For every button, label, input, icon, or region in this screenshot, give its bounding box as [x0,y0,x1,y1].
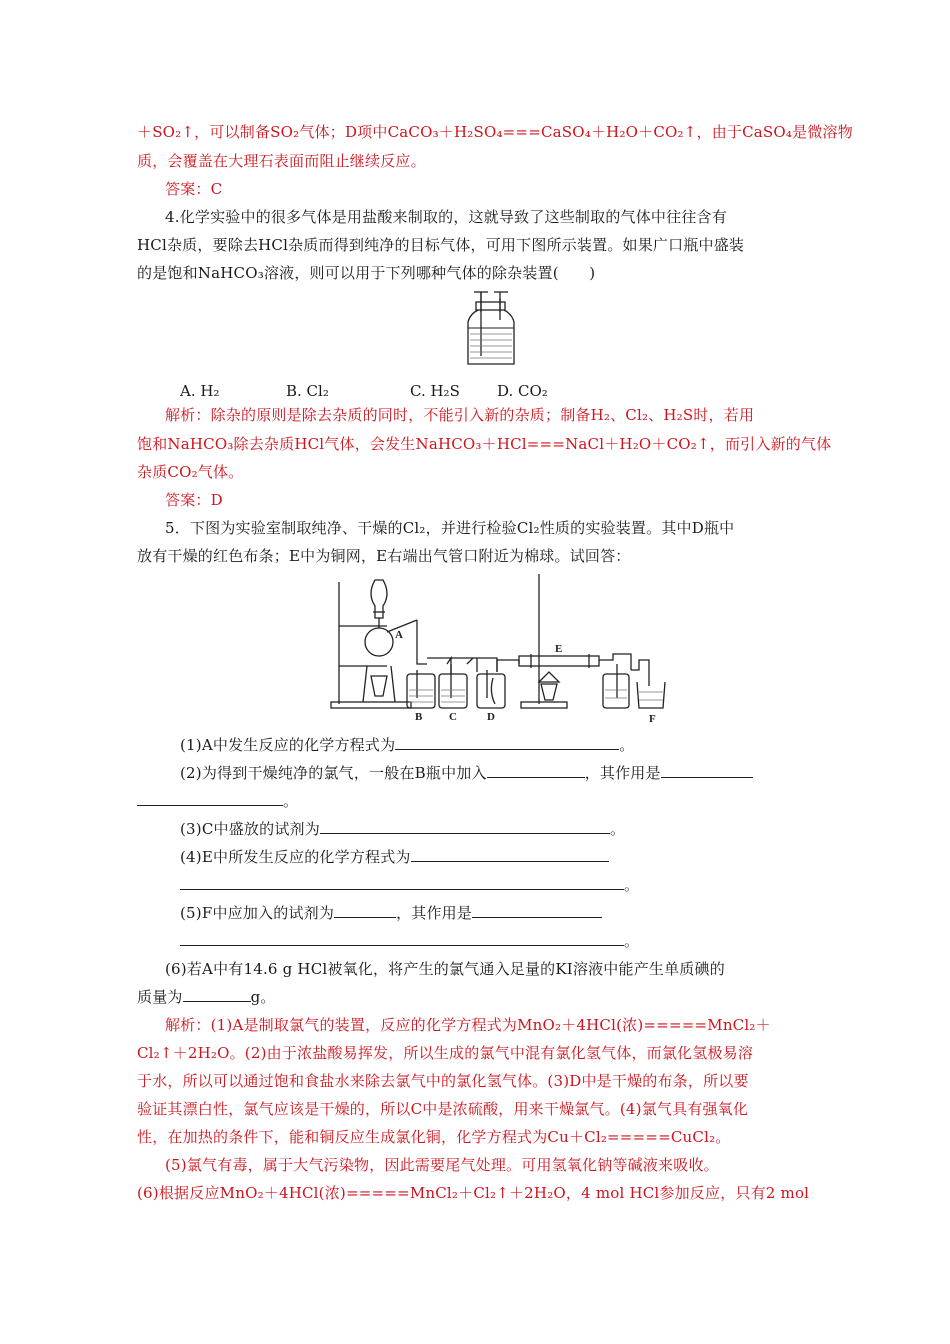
answer-blank[interactable] [320,819,610,834]
answer-blank[interactable] [472,903,602,918]
answer-blank[interactable] [395,735,619,750]
answer-3: 答案：C [165,180,223,198]
chlorine-apparatus-figure [327,574,677,724]
analysis-line: Cl₂↑＋2H₂O。(2)由于浓盐酸易挥发，所以生成的氯气中混有氯化氢气体，而氯化氢极易溶 [137,1044,754,1062]
label-c: C [449,711,457,723]
analysis-line: 解析：(1)A是制取氯气的装置，反应的化学方程式为MnO₂＋4HCl(浓)=====MnCl₂＋ [165,1016,771,1034]
option-d: D. CO₂ [497,382,548,400]
subq-4-cont: 。 [180,874,639,896]
subq-2: (2)为得到干燥纯净的氯气，一般在B瓶中加入 ，其作用是 [180,762,753,784]
label-d: D [487,711,495,723]
analysis-line: 性，在加热的条件下，能和铜反应生成氯化铜，化学方程式为Cu＋Cl₂=====CuCl₂。 [137,1128,731,1146]
analysis-line: 杂质CO₂气体。 [137,463,244,481]
subq-6-cont: 质量为 g。 [137,988,276,1006]
analysis-line: 验证其漂白性，氯气应该是干燥的，所以C中是浓硫酸，用来干燥氯气。(4)氯气具有强氧化 [137,1100,749,1118]
option-b: B. Cl₂ [286,382,329,400]
subq-1: (1)A中发生反应的化学方程式为 。 [180,736,635,754]
answer-blank[interactable] [411,847,609,862]
gas-washing-bottle-figure [462,290,522,370]
subq-2-cont: 。 [137,790,298,812]
answer-blank[interactable] [487,763,585,778]
subq-3: (3)C中盛放的试剂为 。 [180,820,626,838]
label-f: F [649,713,656,724]
subq-4: (4)E中所发生反应的化学方程式为 [180,846,609,868]
option-c: C. H₂S [410,382,460,400]
q5-line: 5．下图为实验室制取纯净、干燥的Cl₂，并进行检验Cl₂性质的实验装置。其中D瓶中 [165,519,735,537]
subq-5: (5)F中应加入的试剂为 ，其作用是 [180,902,602,924]
analysis-line: 饱和NaHCO₃除去杂质HCl气体，会发生NaHCO₃＋HCl===NaCl＋H₂O＋CO₂↑，而引入新的气体 [137,435,832,453]
analysis-line: (5)氯气有毒，属于大气污染物，因此需要尾气处理。可用氢氧化钠等碱液来吸收。 [165,1156,719,1174]
analysis-line: 于水，所以可以通过饱和食盐水来除去氯气中的氯化氢气体。(3)D中是干燥的布条，所以要 [137,1072,749,1090]
q4-line: HCl杂质，要除去HCl杂质而得到纯净的目标气体，可用下图所示装置。如果广口瓶中盛装 [137,236,745,254]
subq-5-cont: 。 [180,930,639,952]
analysis-line: 质，会覆盖在大理石表面而阻止继续反应。 [137,152,426,170]
answer-blank[interactable] [180,875,624,890]
option-a: A. H₂ [180,382,220,400]
label-b: B [415,711,423,723]
label-a: A [395,629,403,641]
answer-blank[interactable] [180,931,624,946]
answer-4: 答案：D [165,491,223,509]
q4-line: 的是饱和NaHCO₃溶液，则可以用于下列哪种气体的除杂装置( ) [137,264,596,282]
analysis-line: 解析：除杂的原则是除去杂质的同时，不能引入新的杂质；制备H₂、Cl₂、H₂S时，若用 [165,406,755,424]
analysis-line: (6)根据反应MnO₂＋4HCl(浓)=====MnCl₂＋Cl₂↑＋2H₂O，4 mol HCl参加反应，只有2 mol [137,1184,810,1202]
answer-blank[interactable] [183,987,251,1002]
analysis-line: ＋SO₂↑，可以制备SO₂气体；D项中CaCO₃＋H₂SO₄===CaSO₄＋H₂O＋CO₂↑，由于CaSO₄是微溶物 [137,123,853,141]
q4-line: 4.化学实验中的很多气体是用盐酸来制取的，这就导致了这些制取的气体中往往含有 [165,208,727,226]
answer-blank[interactable] [661,763,753,778]
subq-6: (6)若A中有14.6 g HCl被氧化，将产生的氯气通入足量的KI溶液中能产生单质碘的 [165,960,725,978]
label-e: E [555,643,563,655]
q5-line: 放有干燥的红色布条；E中为铜网，E右端出气管口附近为棉球。试回答： [137,547,631,565]
answer-blank[interactable] [137,791,283,806]
answer-blank[interactable] [334,903,396,918]
